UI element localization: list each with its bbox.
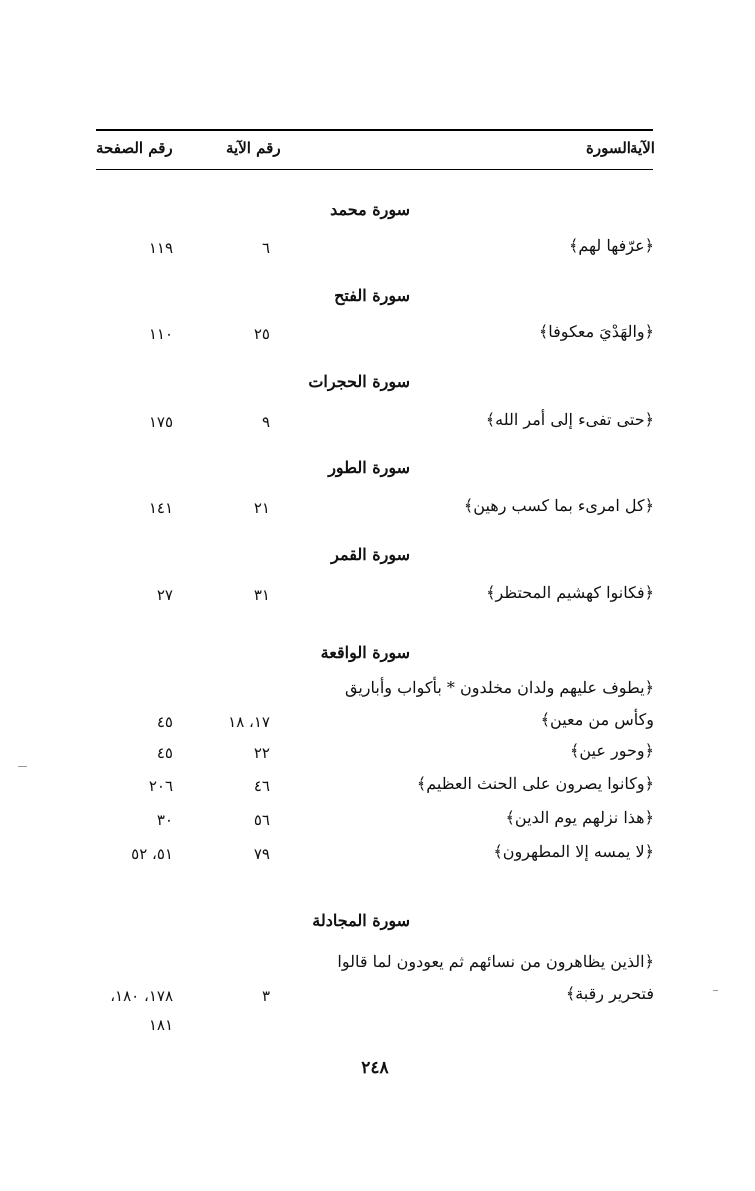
surah-title: سورة الحجرات xyxy=(308,372,410,391)
header-verse-label: الآية xyxy=(630,139,655,157)
ayah-number: ٦ xyxy=(261,239,270,257)
verse-text: فتحرير رقبة﴾ xyxy=(565,984,654,1003)
ayah-number: ١٧، ١٨ xyxy=(228,713,270,731)
ayah-number: ٢٥ xyxy=(253,325,270,343)
page-reference: ٢٧ xyxy=(156,586,173,604)
page-reference: ١٤١ xyxy=(148,499,173,517)
verse-text: ﴿وحور عين﴾ xyxy=(570,741,654,760)
ayah-number: ٩ xyxy=(261,413,270,431)
page-reference: ١٧٨، ١٨٠، xyxy=(110,987,173,1005)
header-surah-label: السورة xyxy=(586,139,631,157)
ayah-number: ٢٢ xyxy=(253,744,270,762)
header-page-number-label: رقم الصفحة xyxy=(96,139,173,157)
scan-mark xyxy=(713,990,718,991)
surah-title: سورة محمد xyxy=(330,200,410,219)
verse-text: ﴿كل امرىء بما كسب رهين﴾ xyxy=(463,496,654,515)
header-ayah-number-label: رقم الآية xyxy=(226,139,281,157)
page-reference: ٤٥ xyxy=(156,744,173,762)
scan-mark xyxy=(18,766,27,767)
ayah-number: ٣ xyxy=(261,987,270,1005)
surah-title: سورة الواقعة xyxy=(320,643,410,662)
page-reference: ١١٠ xyxy=(148,325,173,343)
surah-title: سورة الطور xyxy=(328,458,410,477)
verse-text: ﴿والهَدْيَ معكوفا﴾ xyxy=(538,322,654,341)
ayah-number: ٢١ xyxy=(253,499,270,517)
ayah-number: ٣١ xyxy=(253,586,270,604)
verse-text: ﴿حتى تفىء إلى أمر الله﴾ xyxy=(485,410,654,429)
page-reference: ١٨١ xyxy=(148,1016,173,1034)
page-reference: ١١٩ xyxy=(148,239,173,257)
surah-title: سورة المجادلة xyxy=(312,911,410,930)
verse-text: ﴿الذين يظاهرون من نسائهم ثم يعودون لما قالوا xyxy=(337,952,654,971)
surah-title: سورة الفتح xyxy=(334,286,410,305)
page-reference: ١٧٥ xyxy=(148,413,173,431)
verse-text: ﴿عرّفها لهم﴾ xyxy=(568,236,654,255)
page-number: ٢٤٨ xyxy=(361,1058,389,1078)
header-bottom-rule xyxy=(96,169,653,170)
verse-text: ﴿فكانوا كهشيم المحتظر﴾ xyxy=(486,583,654,602)
surah-title: سورة القمر xyxy=(331,545,410,564)
verse-text: وكأس من معين﴾ xyxy=(540,710,654,729)
page-reference: ٤٥ xyxy=(156,713,173,731)
verse-text: ﴿يطوف عليهم ولدان مخلدون * بأكواب وأباريق xyxy=(344,678,654,697)
ayah-number: ٤٦ xyxy=(253,777,270,795)
page-reference: ٣٠ xyxy=(156,811,173,829)
page-reference: ٥١، ٥٢ xyxy=(131,845,173,863)
ayah-number: ٧٩ xyxy=(253,845,270,863)
ayah-number: ٥٦ xyxy=(253,811,270,829)
verse-text: ﴿هذا نزلهم يوم الدين﴾ xyxy=(505,808,654,827)
header-top-rule xyxy=(96,129,653,131)
verse-text: ﴿وكانوا يصرون على الحنث العظيم﴾ xyxy=(416,774,654,793)
page-reference: ٢٠٦ xyxy=(148,777,173,795)
verse-text: ﴿لا يمسه إلا المطهرون﴾ xyxy=(493,842,654,861)
